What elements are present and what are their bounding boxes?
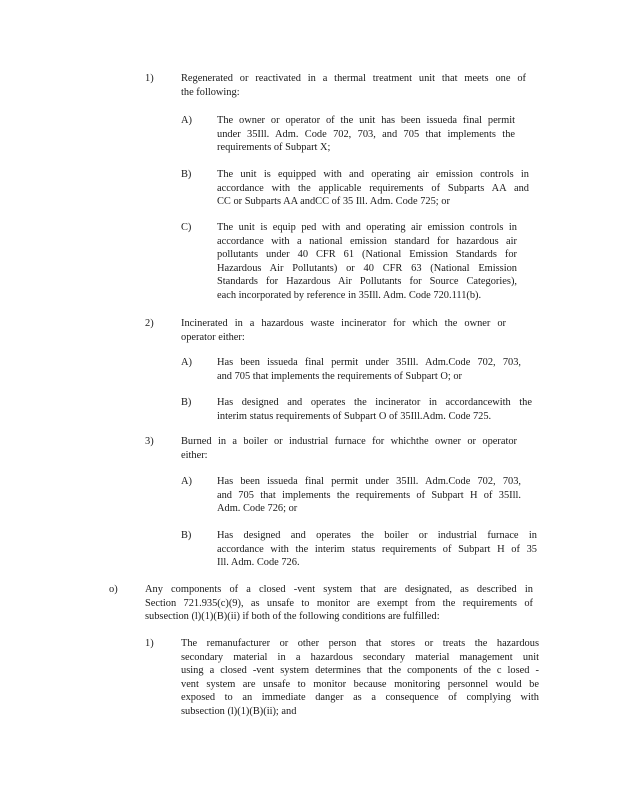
text-line: exposed to an immediate danger as a consequence of complying with <box>181 692 539 704</box>
text-line: and 705 that implements the requirements of Subpart H of 35Ill. <box>217 489 521 501</box>
text-line: Hazardous Air Pollutants) or 40 CFR 63 (National Emission <box>217 262 517 274</box>
text-line: accordance with the applicable requirements of Subparts AA and <box>217 182 529 194</box>
item-text <box>145 583 533 624</box>
text-line: Has designed and operates the incinerator in accordancewith the <box>217 397 532 408</box>
text-line: The unit is equipped with and operating air emission controls in <box>217 169 529 180</box>
text-line: Section 721.935(c)(9), as unsafe to monitor are exempt from the requirements of <box>145 597 533 609</box>
item-number: 1) <box>145 73 154 84</box>
item-text <box>181 637 539 719</box>
text-line: subsection (l)(1)(B)(ii); and <box>181 705 297 717</box>
item-number: B) <box>181 397 192 408</box>
text-line: Adm. Code 726; or <box>217 503 298 515</box>
item-text <box>217 529 537 570</box>
text-line: Has been issueda final permit under 35Ill. Adm.Code 702, 703, <box>217 357 521 368</box>
item-number: A) <box>181 115 192 126</box>
item-number: 3) <box>145 436 154 447</box>
text-line: secondary material in a hazardous secondary material management unit <box>181 651 539 663</box>
item-number: C) <box>181 222 192 233</box>
item-text <box>217 475 521 516</box>
item-number: B) <box>181 169 192 180</box>
text-line: either: <box>181 449 208 461</box>
item-text <box>217 114 515 155</box>
item-number: 2) <box>145 318 154 329</box>
text-line: operator either: <box>181 331 245 343</box>
text-line: and 705 that implements the requirements of Subpart O; or <box>217 370 462 382</box>
text-line: Incinerated in a hazardous waste incinerator for which the owner or <box>181 318 506 329</box>
text-line: Any components of a closed -vent system that are designated, as described in <box>145 584 533 595</box>
text-line: The remanufacturer or other person that stores or treats the hazardous <box>181 638 539 649</box>
text-line: using a closed -vent system determines that the components of the c losed - <box>181 665 539 677</box>
item-text <box>217 356 521 383</box>
item-text <box>181 72 526 99</box>
text-line: CC or Subparts AA andCC of 35 Ill. Adm. Code 725; or <box>217 196 450 208</box>
text-line: Ill. Adm. Code 726. <box>217 557 300 569</box>
text-line: under 35Ill. Adm. Code 702, 703, and 705 that implements the <box>217 128 515 140</box>
item-text <box>181 435 517 462</box>
text-line: the following: <box>181 86 240 98</box>
item-text <box>217 396 532 423</box>
item-number: A) <box>181 357 192 368</box>
text-line: Has designed and operates the boiler or industrial furnace in <box>217 530 537 541</box>
item-number: A) <box>181 476 192 487</box>
text-line: subsection (l)(1)(B)(ii) if both of the following conditions are fulfilled: <box>145 611 440 623</box>
item-text <box>217 221 517 303</box>
text-line: The unit is equip ped with and operating air emission controls in <box>217 222 517 233</box>
item-text <box>181 317 506 344</box>
text-line: Regenerated or reactivated in a thermal treatment unit that meets one of <box>181 73 526 84</box>
text-line: The owner or operator of the unit has been issueda final permit <box>217 115 515 126</box>
item-number: o) <box>109 584 118 595</box>
text-line: requirements of Subpart X; <box>217 142 331 154</box>
text-line: each incorporated by reference in 35Ill. Adm. Code 720.111(b). <box>217 289 482 301</box>
item-number: 1) <box>145 638 154 649</box>
text-line: accordance with a national emission standard for hazardous air <box>217 235 517 247</box>
text-line: Has been issueda final permit under 35Ill. Adm.Code 702, 703, <box>217 476 521 487</box>
text-line: pollutants under 40 CFR 61 (National Emission Standards for <box>217 249 517 261</box>
text-line: interim status requirements of Subpart O of 35Ill.Adm. Code 725. <box>217 410 492 422</box>
text-line: Standards for Hazardous Air Pollutants for Source Categories), <box>217 276 517 288</box>
text-line: accordance with the interim status requirements of Subpart H of 35 <box>217 543 537 555</box>
item-number: B) <box>181 530 192 541</box>
item-text <box>217 168 529 209</box>
text-line: Burned in a boiler or industrial furnace for whichthe owner or operator <box>181 436 517 447</box>
text-line: vent system are unsafe to monitor because monitoring personnel would be <box>181 678 539 690</box>
